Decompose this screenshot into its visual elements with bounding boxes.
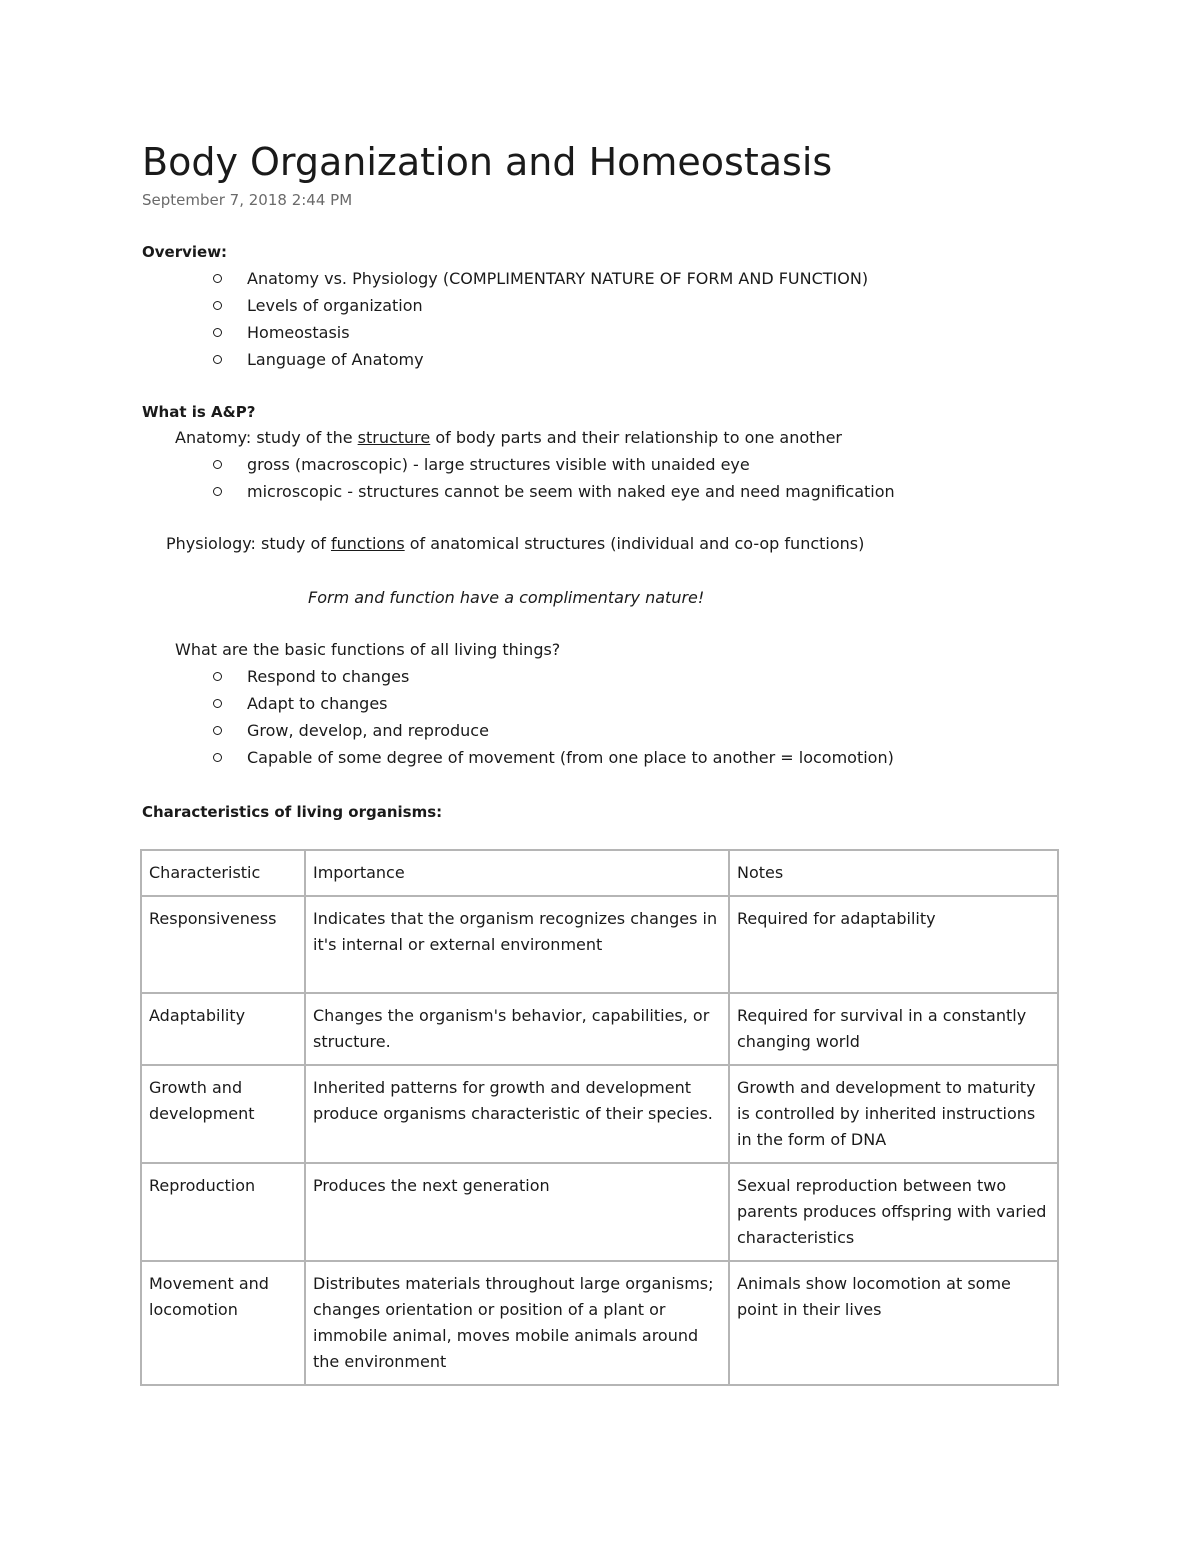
table-row: [141, 1163, 1058, 1261]
function-item: Capable of some degree of movement (from one place to another = locomotion): [247, 748, 894, 767]
physiology-prefix: Physiology: study of: [166, 534, 331, 553]
emphasis-note: Form and function have a complimentary nature!: [308, 588, 705, 607]
function-item: Respond to changes: [247, 667, 410, 686]
note-datetime: September 7, 2018 2:44 PM: [142, 191, 353, 209]
functions-question: What are the basic functions of all living things?: [175, 640, 561, 659]
table-cell: Responsiveness: [141, 896, 305, 993]
characteristics-heading: Characteristics of living organisms:: [142, 803, 443, 821]
table-header-cell: Notes: [729, 850, 1058, 896]
function-item: Grow, develop, and reproduce: [247, 721, 489, 740]
table-cell: Inherited patterns for growth and development produce organisms characteristic of their species.: [305, 1065, 729, 1163]
anatomy-suffix: of body parts and their relationship to one another: [430, 428, 842, 447]
overview-item: Language of Anatomy: [247, 350, 424, 369]
anatomy-item: microscopic - structures cannot be seem with naked eye and need magnification: [247, 482, 895, 501]
table-cell: Animals show locomotion at some point in their lives: [729, 1261, 1058, 1385]
table-cell: Adaptability: [141, 993, 305, 1065]
table-cell: Movement and locomotion: [141, 1261, 305, 1385]
bullet-icon: [213, 487, 222, 496]
overview-item: Anatomy vs. Physiology (COMPLIMENTARY NATURE OF FORM AND FUNCTION): [247, 269, 869, 288]
anatomy-definition: [175, 425, 842, 451]
bullet-icon: [213, 301, 222, 310]
bullet-icon: [213, 672, 222, 681]
bullet-icon: [213, 699, 222, 708]
table-cell: Indicates that the organism recognizes changes in it's internal or external environment: [305, 896, 729, 993]
table-cell: Required for adaptability: [729, 896, 1058, 993]
table-header-cell: Characteristic: [141, 850, 305, 896]
page-title: Body Organization and Homeostasis: [142, 140, 833, 184]
table-cell: Produces the next generation: [305, 1163, 729, 1261]
overview-heading: Overview:: [142, 243, 228, 261]
bullet-icon: [213, 726, 222, 735]
table-cell: Distributes materials throughout large organisms; changes orientation or position of a plant or immobile animal, moves mobile animals around the environment: [305, 1261, 729, 1385]
table-row: [141, 993, 1058, 1065]
what-is-ap-heading: What is A&P?: [142, 403, 256, 421]
overview-item: Homeostasis: [247, 323, 350, 342]
bullet-icon: [213, 355, 222, 364]
overview-item: Levels of organization: [247, 296, 423, 315]
bullet-icon: [213, 274, 222, 283]
anatomy-prefix: Anatomy: study of the: [175, 428, 358, 447]
physiology-definition: [166, 531, 864, 557]
table-cell: Reproduction: [141, 1163, 305, 1261]
table-row: [141, 1065, 1058, 1163]
table-cell: Growth and development to maturity is controlled by inherited instructions in the form of DNA: [729, 1065, 1058, 1163]
table-header-row: [141, 850, 1058, 896]
physiology-underlined: functions: [330, 534, 405, 553]
table-row: [141, 896, 1058, 993]
physiology-suffix: of anatomical structures (individual and co-op functions): [404, 534, 865, 553]
bullet-icon: [213, 460, 222, 469]
bullet-icon: [213, 328, 222, 337]
table-row: [141, 1261, 1058, 1385]
bullet-icon: [213, 753, 222, 762]
characteristics-table: [140, 849, 1059, 1386]
table-header-cell: Importance: [305, 850, 729, 896]
anatomy-item: gross (macroscopic) - large structures visible with unaided eye: [247, 455, 750, 474]
table-cell: Growth and development: [141, 1065, 305, 1163]
anatomy-underlined: structure: [357, 428, 431, 447]
table-cell: Sexual reproduction between two parents produces offspring with varied characteristics: [729, 1163, 1058, 1261]
function-item: Adapt to changes: [247, 694, 388, 713]
table-cell: Required for survival in a constantly changing world: [729, 993, 1058, 1065]
table-cell: Changes the organism's behavior, capabilities, or structure.: [305, 993, 729, 1065]
